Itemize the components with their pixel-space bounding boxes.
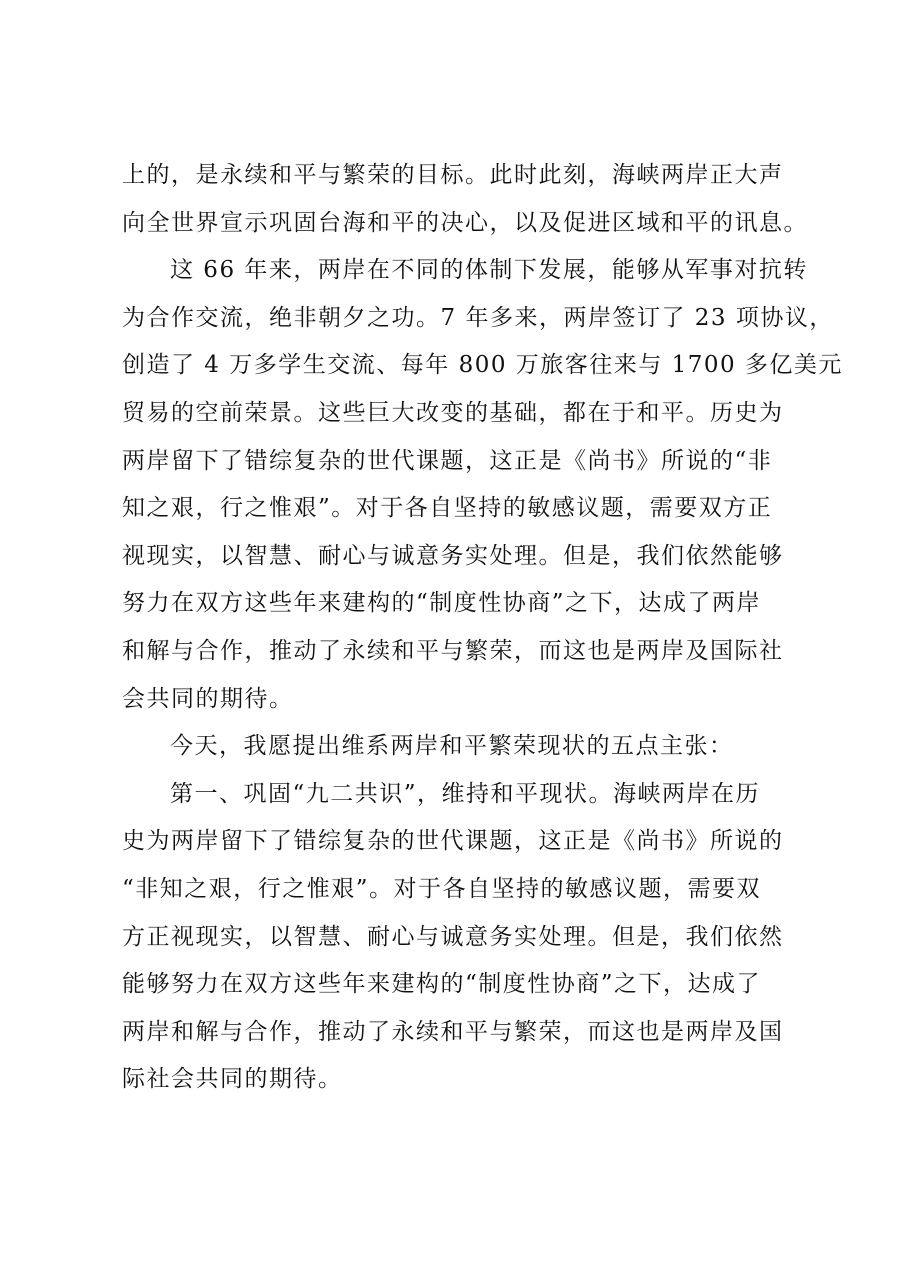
text-line: “非知之艰，行之惟艰”。对于各自坚持的敏感议题，需要双 [122, 875, 762, 902]
text-line: 知之艰，行之惟艰”。对于各自坚持的敏感议题，需要双方正 [122, 495, 773, 522]
text-line: 史为两岸留下了错综复杂的世代课题，这正是《尚书》所说的 [122, 828, 784, 855]
text-line: 今天，我愿提出维系两岸和平繁荣现状的五点主张： [170, 733, 734, 760]
text-line: 贸易的空前荣景。这些巨大改变的基础，都在于和平。历史为 [122, 399, 784, 426]
text-line: 第一、巩固“九二共识”，维持和平现状。海峡两岸在历 [170, 780, 761, 807]
paragraph-1 [122, 152, 808, 247]
text-line: 努力在双方这些年来建构的“制度性协商”之下，达成了两岸 [122, 590, 762, 617]
paragraph-2 [122, 247, 843, 723]
text-line: 为合作交流，绝非朝夕之功。7 年多来，两岸签订了 23 项协议， [122, 304, 834, 331]
text-line: 两岸留下了错综复杂的世代课题，这正是《尚书》所说的“非 [122, 447, 773, 474]
text-line: 和解与合作，推动了永续和平与繁荣，而这也是两岸及国际社 [122, 637, 784, 664]
text-line: 这 66 年来，两岸在不同的体制下发展，能够从军事对抗转 [170, 257, 808, 284]
text-line: 能够努力在双方这些年来建构的“制度性协商”之下，达成了 [122, 971, 762, 998]
text-line: 两岸和解与合作，推动了永续和平与繁荣，而这也是两岸及国 [122, 1018, 784, 1045]
text-line: 上的，是永续和平与繁荣的目标。此时此刻，海峡两岸正大声 [122, 162, 784, 188]
text-line: 创造了 4 万多学生交流、每年 800 万旅客往来与 1700 多亿美元 [122, 352, 843, 379]
text-line: 方正视现实，以智慧、耐心与诚意务实处理。但是，我们依然 [122, 923, 784, 950]
paragraph-3 [122, 723, 802, 771]
text-line: 际社会共同的期待。 [122, 1066, 343, 1093]
document-body [122, 152, 843, 1104]
paragraph-4 [122, 771, 802, 1104]
text-line: 视现实，以智慧、耐心与诚意务实处理。但是，我们依然能够 [122, 542, 784, 569]
text-line: 向全世界宣示巩固台海和平的决心，以及促进区域和平的讯息。 [122, 209, 808, 236]
text-line: 会共同的期待。 [122, 685, 294, 712]
